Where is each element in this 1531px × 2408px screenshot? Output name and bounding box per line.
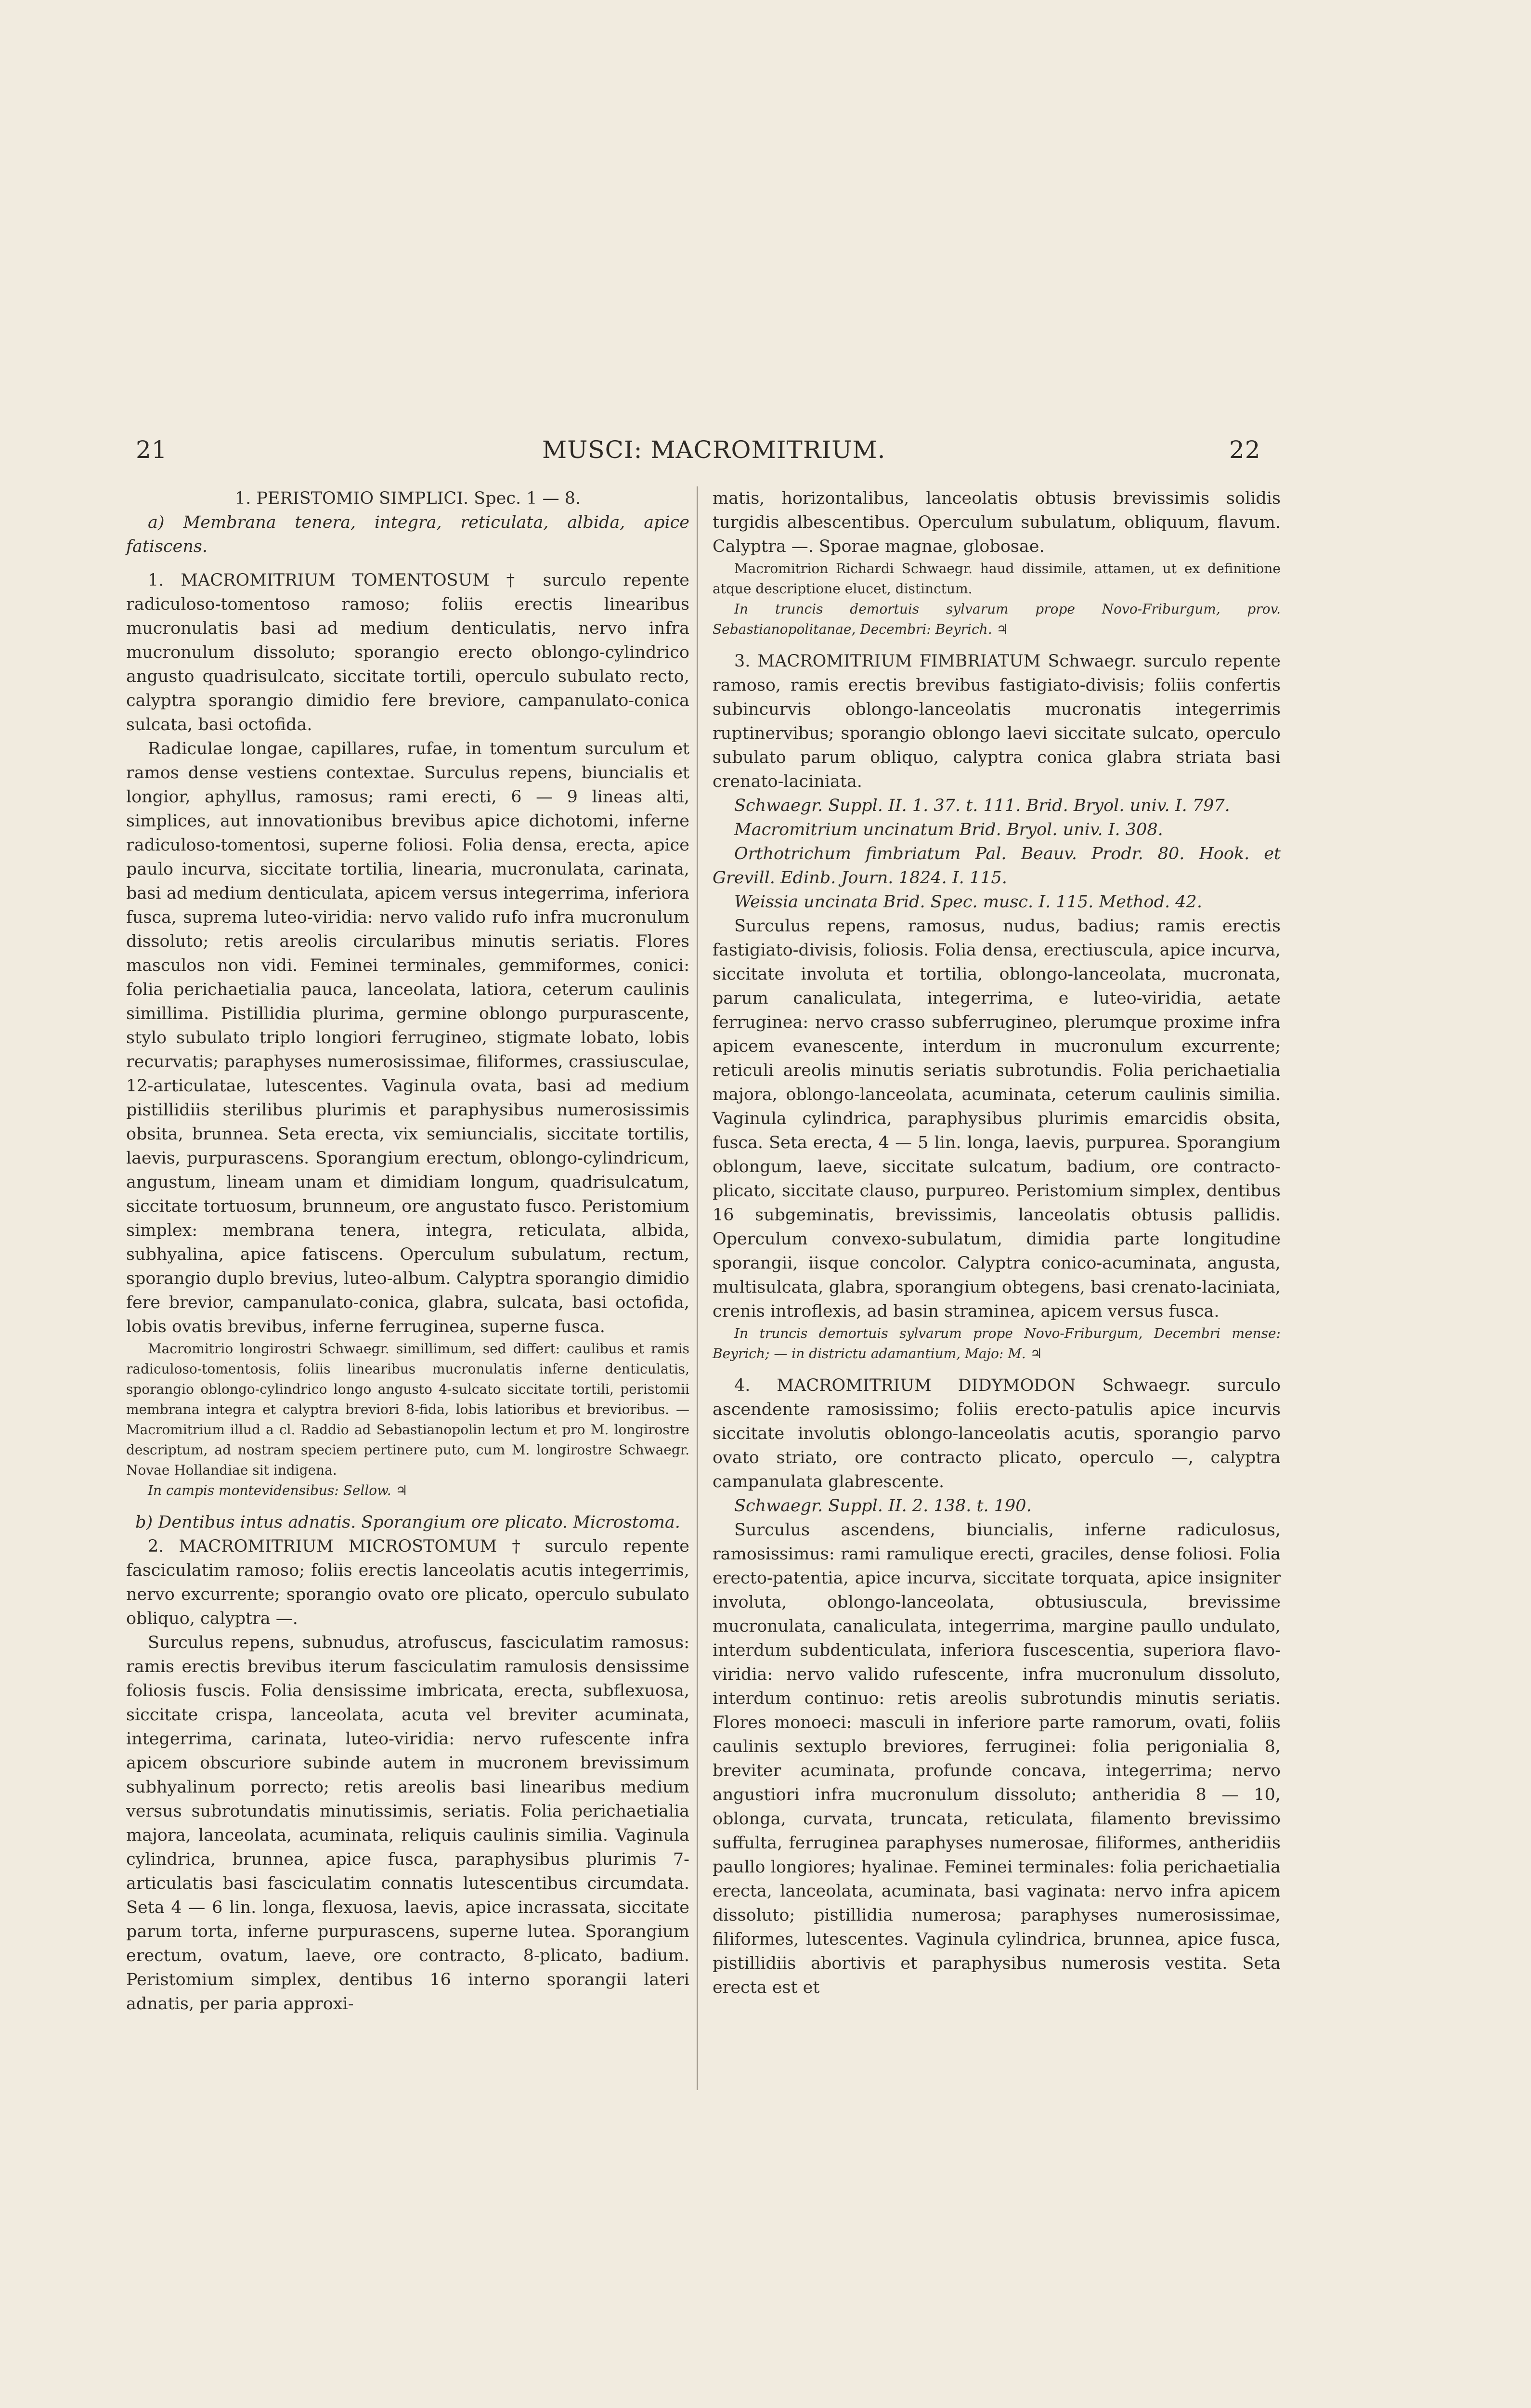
right-column-paragraph: In truncis demortuis sylvarum prope Novo-Friburgum, Decembri mense: Beyrich; — in districtu adamantium, Majo: M. ♃ <box>713 1325 1281 1361</box>
right-column-paragraph: Weissia uncinata Brid. Spec. musc. I. 115. Method. 42. <box>734 892 1202 912</box>
left-column-paragraph: Macromitrio longirostri Schwaegr. simillimum, sed differt: caulibus et ramis radiculoso-tomentosis, foliis linearibus mucronulatis inferne denticulatis, sporangio oblongo-cylindrico longo angusto 4-sulcato siccitate tortili, peristomii membrana integra et calyptra breviori 8-fida, lobis latioribus et brevioribus. — Macromitrium illud a cl. Raddio ad Sebastianopolin lectum et pro M. longirostre descriptum, ad nostram speciem pertinere puto, cum M. longirostre Schwaegr. Novae Hollandiae sit indigena. <box>126 1341 689 1478</box>
right-column-paragraph: Orthotrichum fimbriatum Pal. Beauv. Prodr. 80. Hook. et Grevill. Edinb. Journ. 1824. I. 115. <box>713 844 1281 888</box>
left-column <box>126 486 689 2016</box>
left-column-paragraph: Surculus repens, subnudus, atrofuscus, fasciculatim ramosus: ramis erectis brevibus iterum fasciculatim ramulosis densissime foliosis fuscis. Folia densissime imbricata, erecta, subflexuosa, siccitate crispa, lanceolata, acuta vel breviter acuminata, integerrima, carinata, luteo-viridia: nervo rufescente infra apicem obscuriore subinde autem in mucronem brevissimum subhyalinum porrecto; retis areolis basi linearibus medium versus subrotundatis minutissimis, seriatis. Folia perichaetialia majora, lanceolata, acuminata, reliquis caulinis similia. Vaginula cylindrica, brunnea, apice fusca, paraphysibus plurimis 7-articulatis basi fasciculatim connatis lutescentibus circumdata. Seta 4 — 6 lin. longa, flexuosa, laevis, apice incrassata, siccitate parum torta, inferne purpurascens, superne lutea. Sporangium erectum, ovatum, laeve, ore contracto, 8-plicato, badium. Peristomium simplex, dentibus 16 interno sporangii lateri adnatis, per paria approxi- <box>126 1633 689 2014</box>
right-column-paragraph: 3. MACROMITRIUM FIMBRIATUM Schwaegr. surculo repente ramoso, ramis erectis brevibus fastigiato-divisis; foliis confertis subincurvis oblongo-lanceolatis mucronatis integerrimis ruptinervibus; sporangio oblongo laevi siccitate sulcato, operculo subulato parum obliquo, calyptra conica glabra striata basi crenato-laciniata. <box>713 652 1281 791</box>
right-column-paragraph: 4. MACROMITRIUM DIDYMODON Schwaegr. surculo ascendente ramosissimo; foliis erecto-patulis apice incurvis siccitate involutis oblongo-lanceolatis acutis, sporangio parvo ovato striato, ore contracto plicato, operculo —, calyptra campanulata glabrescente. <box>713 1376 1281 1492</box>
right-column-paragraph: Schwaegr. Suppl. II. 2. 138. t. 190. <box>734 1496 1032 1516</box>
left-page-number: 21 <box>136 436 168 464</box>
right-column-paragraph: Macromitrium uncinatum Brid. Bryol. univ. I. 308. <box>734 820 1163 839</box>
left-column-paragraph: 1. MACROMITRIUM TOMENTOSUM † surculo repente radiculoso-tomentoso ramoso; foliis erectis linearibus mucronulatis basi ad medium denticulatis, nervo infra mucronulum dissoluto; sporangio erecto oblongo-cylindrico angusto quadrisulcato, siccitate tortili, operculo subulato recto, calyptra sporangio dimidio fere breviore, campanulato-conica sulcata, basi octofida. <box>126 571 689 734</box>
column-divider <box>697 486 698 2090</box>
running-header: MUSCI: MACROMITRIUM. <box>542 436 886 464</box>
left-column-paragraph: Radiculae longae, capillares, rufae, in tomentum surculum et ramos dense vestiens contextae. Surculus repens, biuncialis et longior, aphyllus, ramosus; rami erecti, 6 — 9 lineas alti, simplices, aut innovationibus brevibus apice dichotomi, inferne radiculoso-tomentosi, superne foliosi. Folia densa, erecta, apice paulo incurva, siccitate tortilia, linearia, mucronulata, carinata, basi ad medium denticulata, apicem versus integerrima, inferiora fusca, suprema luteo-viridia: nervo valido rufo infra mucronulum dissoluto; retis areolis circularibus minutis seriatis. Flores masculos non vidi. Feminei terminales, gemmiformes, conici: folia perichaetialia pauca, lanceolata, latiora, ceterum caulinis simillima. Pistillidia plurima, germine oblongo purpurascente, stylo subulato triplo longiori ferrugineo, stigmate lobato, lobis recurvatis; paraphyses numerosissimae, filiformes, crassiusculae, 12-articulatae, lutescentes. Vaginula ovata, basi ad medium pistillidiis sterilibus plurimis et paraphysibus numerosissimis obsita, brunnea. Seta erecta, vix semiuncialis, siccitate tortilis, laevis, purpurascens. Sporangium erectum, oblongo-cylindricum, angustum, lineam unam et dimidiam longum, quadrisulcatum, siccitate tortuosum, brunneum, ore angustato fusco. Peristomium simplex: membrana tenera, integra, reticulata, albida, subhyalina, apice fatiscens. Operculum subulatum, rectum, sporangio duplo brevius, luteo-album. Calyptra sporangio dimidio fere brevior, campanulato-conica, glabra, sulcata, basi octofida, lobis ovatis brevibus, inferne ferruginea, superne fusca. <box>126 739 689 1336</box>
right-page-number: 22 <box>1229 436 1261 464</box>
right-column <box>713 486 1281 2000</box>
left-column-paragraph: b) Dentibus intus adnatis. Sporangium ore plicato. Microstoma. <box>135 1513 680 1532</box>
left-column-paragraph: In campis montevidensibus: Sellow. ♃ <box>148 1482 408 1498</box>
right-column-paragraph: Schwaegr. Suppl. II. 1. 37. t. 111. Brid. Bryol. univ. I. 797. <box>734 796 1230 815</box>
right-column-paragraph: Surculus repens, ramosus, nudus, badius; ramis erectis fastigiato-divisis, foliosis. Folia densa, erectiuscula, apice incurva, siccitate involuta et tortilia, oblongo-lanceolata, mucronata, parum canaliculata, integerrima, e luteo-viridia, aetate ferruginea: nervo crasso subferrugineo, plerumque proxime infra apicem evanescente, interdum in mucronulum excurrente; reticuli areolis minutis seriatis subrotundis. Folia perichaetialia majora, oblongo-lanceolata, acuminata, ceterum caulinis similia. Vaginula cylindrica, paraphysibus plurimis emarcidis obsita, fusca. Seta erecta, 4 — 5 lin. longa, laevis, purpurea. Sporangium oblongum, laeve, siccitate sulcatum, badium, ore contracto-plicato, siccitate clauso, purpureo. Peristomium simplex, dentibus 16 subgeminatis, brevissimis, lanceolatis obtusis pallidis. Operculum convexo-subulatum, dimidia parte longitudine sporangii, iisque concolor. Calyptra conico-acuminata, angusta, multisulcata, glabra, sporangium obtegens, basi crenato-laciniata, crenis introflexis, ad basin straminea, apicem versus fusca. <box>713 916 1281 1321</box>
right-column-paragraph: matis, horizontalibus, lanceolatis obtusis brevissimis solidis turgidis albescentibus. Operculum subulatum, obliquum, flavum. Calyptra —. Sporae magnae, globosae. <box>713 489 1281 556</box>
left-column-paragraph: 1. PERISTOMIO SIMPLICI. Spec. 1 — 8. <box>234 489 581 508</box>
right-column-paragraph: In truncis demortuis sylvarum prope Novo-Friburgum, prov. Sebastianopolitanae, Decembri: Beyrich. ♃ <box>713 601 1281 637</box>
right-column-paragraph: Macromitrion Richardi Schwaegr. haud dissimile, attamen, ut ex definitione atque descriptione elucet, distinctum. <box>713 561 1281 597</box>
left-column-paragraph: a) Membrana tenera, integra, reticulata, albida, apice fatiscens. <box>126 513 689 556</box>
left-column-paragraph: 2. MACROMITRIUM MICROSTOMUM † surculo repente fasciculatim ramoso; foliis erectis lanceolatis acutis integerrimis, nervo excurrente; sporangio ovato ore plicato, operculo subulato obliquo, calyptra —. <box>126 1537 689 1628</box>
right-column-paragraph: Surculus ascendens, biuncialis, inferne radiculosus, ramosissimus: rami ramulique erecti, graciles, dense foliosi. Folia erecto-patentia, apice incurva, siccitate torquata, apice insigniter involuta, oblongo-lanceolata, obtusiuscula, brevissime mucronulata, canaliculata, integerrima, margine paullo undulato, interdum subdenticulata, inferiora fuscescentia, superiora flavo-viridia: nervo valido rufescente, infra mucronulum dissoluto, interdum continuo: retis areolis subrotundis minutis seriatis. Flores monoeci: masculi in inferiore parte ramorum, ovati, foliis caulinis sextuplo breviores, ferruginei: folia perigonialia 8, breviter acuminata, profunde concava, integerrima; nervo angustiori infra mucronulum dissoluto; antheridia 8 — 10, oblonga, curvata, truncata, reticulata, filamento brevissimo suffulta, ferruginea paraphyses numerosae, filiformes, antheridiis paullo longiores; hyalinae. Feminei terminales: folia perichaetialia erecta, lanceolata, acuminata, basi vaginata: nervo infra apicem dissoluto; pistillidia numerosa; paraphyses numerosissimae, filiformes, lutescentes. Vaginula cylindrica, brunnea, apice fusca, pistillidiis abortivis et paraphysibus numerosis vestita. Seta erecta est et <box>713 1520 1281 1997</box>
